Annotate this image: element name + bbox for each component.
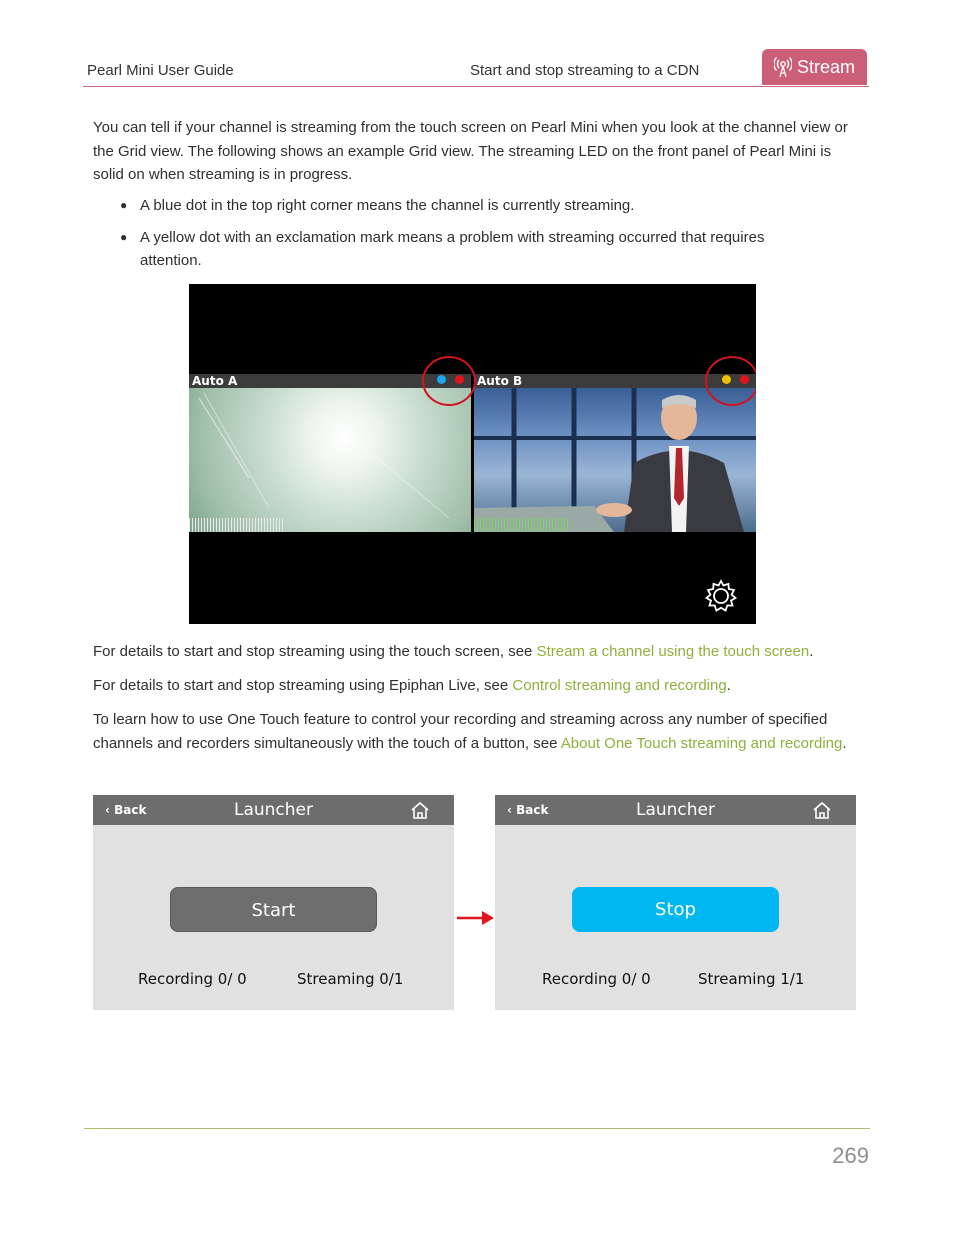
link-one-touch[interactable]: About One Touch streaming and recording: [560, 734, 843, 752]
details-text: For details to start and stop streaming using the touch screen, see: [93, 643, 537, 660]
page-number: 269: [832, 1143, 869, 1168]
broadcast-icon: [774, 56, 792, 78]
launcher-title: Launcher: [635, 800, 715, 820]
bullet-text: A blue dot in the top right corner means the channel is currently streaming.: [140, 197, 635, 214]
footer-divider: [84, 1128, 870, 1129]
launcher-title: Launcher: [233, 800, 313, 820]
bullet-item: [120, 226, 820, 272]
launcher-screen-after: [495, 795, 856, 1010]
stop-button[interactable]: Stop: [572, 887, 779, 932]
details-paragraph-2: [93, 674, 855, 698]
channel-b-preview: [474, 388, 756, 532]
bullet-text: A yellow dot with an exclamation mark means a problem with streaming occurred that requires attention.: [140, 229, 765, 269]
details-text: .: [726, 677, 731, 694]
details-paragraph-1: [93, 640, 855, 664]
link-control-streaming[interactable]: Control streaming and recording: [512, 677, 727, 694]
details-text: For details to start and stop streaming using Epiphan Live, see: [93, 677, 513, 694]
back-label: Back: [114, 803, 147, 817]
link-stream-touch-screen[interactable]: Stream a channel using the touch screen: [536, 643, 810, 660]
streaming-status: Streaming 1/1: [698, 970, 805, 988]
streaming-status: Streaming 0/1: [297, 970, 404, 988]
home-icon[interactable]: [410, 801, 430, 824]
stream-badge: [762, 49, 867, 85]
channel-a-preview: [189, 388, 471, 532]
recording-status: Recording 0/ 0: [542, 970, 651, 988]
details-text: To learn how to use One Touch feature to control your recording and streaming across any number of specified channels and recorders simultaneously with the touch of a button, see: [93, 711, 828, 752]
gear-icon[interactable]: [703, 578, 739, 619]
start-button[interactable]: Start: [170, 887, 377, 932]
highlight-circle: [705, 356, 756, 406]
details-text: .: [842, 734, 847, 752]
bullet-item: [120, 194, 820, 217]
highlight-circle: [422, 356, 476, 406]
bullet-dot: ●: [120, 198, 128, 212]
arrow-right-icon: [456, 908, 496, 933]
audio-meter-b: [474, 518, 570, 532]
grid-view-screenshot: [189, 284, 756, 624]
audio-meter-a: [189, 518, 285, 532]
back-label: Back: [516, 803, 549, 817]
bullet-dot: ●: [120, 230, 128, 244]
intro-paragraph: You can tell if your channel is streaming from the touch screen on Pearl Mini when you look at the channel view or the Grid view. The following shows an example Grid view. The streaming LED on the front panel of Pearl Mini is solid on when streaming is in progress.: [93, 119, 848, 183]
doc-title: Pearl Mini User Guide: [87, 62, 234, 79]
header-divider: [83, 86, 869, 87]
details-text: .: [809, 643, 814, 660]
home-icon[interactable]: [812, 801, 832, 824]
channel-b-label: Auto B: [477, 374, 523, 388]
back-button[interactable]: ‹ Back: [507, 803, 549, 817]
recording-status: Recording 0/ 0: [138, 970, 247, 988]
back-button[interactable]: ‹ Back: [105, 803, 147, 817]
channel-a-label: Auto A: [192, 374, 238, 388]
stream-badge-label: Stream: [796, 56, 856, 77]
launcher-screen-before: [93, 795, 454, 1010]
details-paragraph-3: [93, 708, 855, 755]
section-title: Start and stop streaming to a CDN: [470, 62, 700, 79]
